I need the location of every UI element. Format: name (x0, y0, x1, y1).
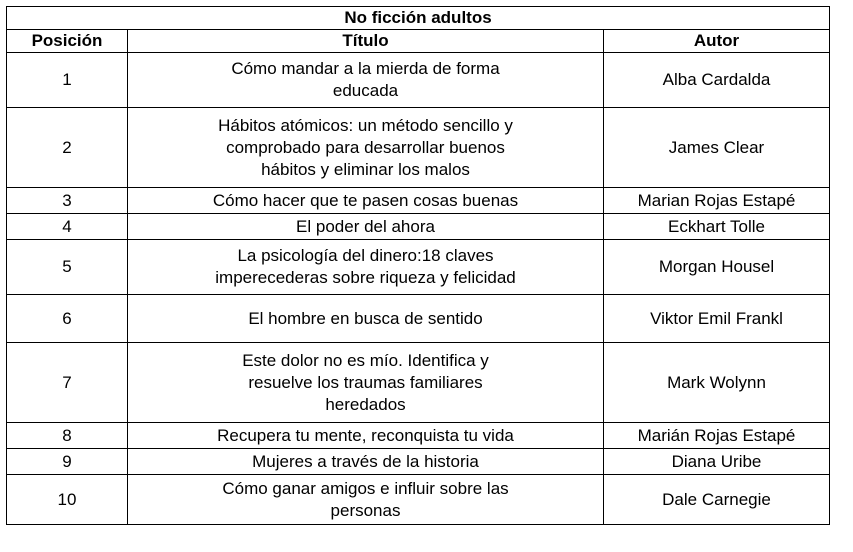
position-cell: 6 (7, 295, 128, 343)
position-cell: 7 (7, 343, 128, 423)
position-cell: 3 (7, 188, 128, 214)
title-line: La psicología del dinero:18 claves (237, 246, 494, 265)
title-line: comprobado para desarrollar buenos (226, 137, 505, 157)
title-cell (128, 449, 604, 475)
author-cell: Morgan Housel (604, 240, 830, 295)
title-cell (128, 108, 604, 188)
table-caption: No ficción adultos (7, 7, 830, 30)
table-row (7, 449, 830, 475)
title-cell (128, 53, 604, 108)
title-cell (128, 188, 604, 214)
title-line: El hombre en busca de sentido (248, 308, 483, 328)
column-header-position: Posición (7, 30, 128, 53)
table-row (7, 295, 830, 343)
position-cell: 1 (7, 53, 128, 108)
table-row (7, 423, 830, 449)
table-row (7, 53, 830, 108)
author-cell: Marián Rojas Estapé (604, 423, 830, 449)
title-cell (128, 343, 604, 423)
title-line: El poder del ahora (296, 216, 435, 236)
title-cell (128, 240, 604, 295)
table-row (7, 343, 830, 423)
author-cell: Viktor Emil Frankl (604, 295, 830, 343)
title-line: hábitos y eliminar los malos (261, 159, 470, 179)
title-line: Este dolor no es mío. Identifica y (242, 350, 489, 370)
author-cell: Dale Carnegie (604, 475, 830, 525)
title-line: Cómo hacer que te pasen cosas buenas (212, 190, 519, 210)
table-row (7, 108, 830, 188)
position-cell: 8 (7, 423, 128, 449)
title-line: Mujeres a través de la historia (252, 451, 479, 471)
position-cell: 5 (7, 240, 128, 295)
title-cell (128, 214, 604, 240)
position-cell: 4 (7, 214, 128, 240)
position-cell: 2 (7, 108, 128, 188)
bestseller-table (6, 6, 830, 525)
table-row (7, 240, 830, 295)
title-line: Cómo ganar amigos e influir sobre las (222, 478, 509, 498)
author-cell: Marian Rojas Estapé (604, 188, 830, 214)
position-cell: 9 (7, 449, 128, 475)
title-line: educada (332, 81, 399, 100)
title-cell (128, 475, 604, 525)
title-cell (128, 295, 604, 343)
title-cell (128, 423, 604, 449)
author-cell: Eckhart Tolle (604, 214, 830, 240)
table-row (7, 214, 830, 240)
position-cell: 10 (7, 475, 128, 525)
title-line: Hábitos atómicos: un método sencillo y (218, 115, 513, 135)
author-cell: Alba Cardalda (604, 53, 830, 108)
column-header-author: Autor (604, 30, 830, 53)
title-line: Recupera tu mente, reconquista tu vida (217, 425, 514, 445)
title-line: imperecederas sobre riqueza y felicidad (215, 268, 516, 287)
table-row (7, 475, 830, 525)
author-cell: Diana Uribe (604, 449, 830, 475)
title-line: heredados (325, 394, 406, 414)
table-header-row (7, 30, 830, 53)
table-row (7, 188, 830, 214)
column-header-title: Título (128, 30, 604, 53)
title-line: personas (330, 500, 401, 520)
title-line: resuelve los traumas familiares (248, 372, 483, 392)
table-caption-row (7, 7, 830, 30)
title-line: Cómo mandar a la mierda de forma (231, 59, 500, 78)
author-cell: James Clear (604, 108, 830, 188)
author-cell: Mark Wolynn (604, 343, 830, 423)
